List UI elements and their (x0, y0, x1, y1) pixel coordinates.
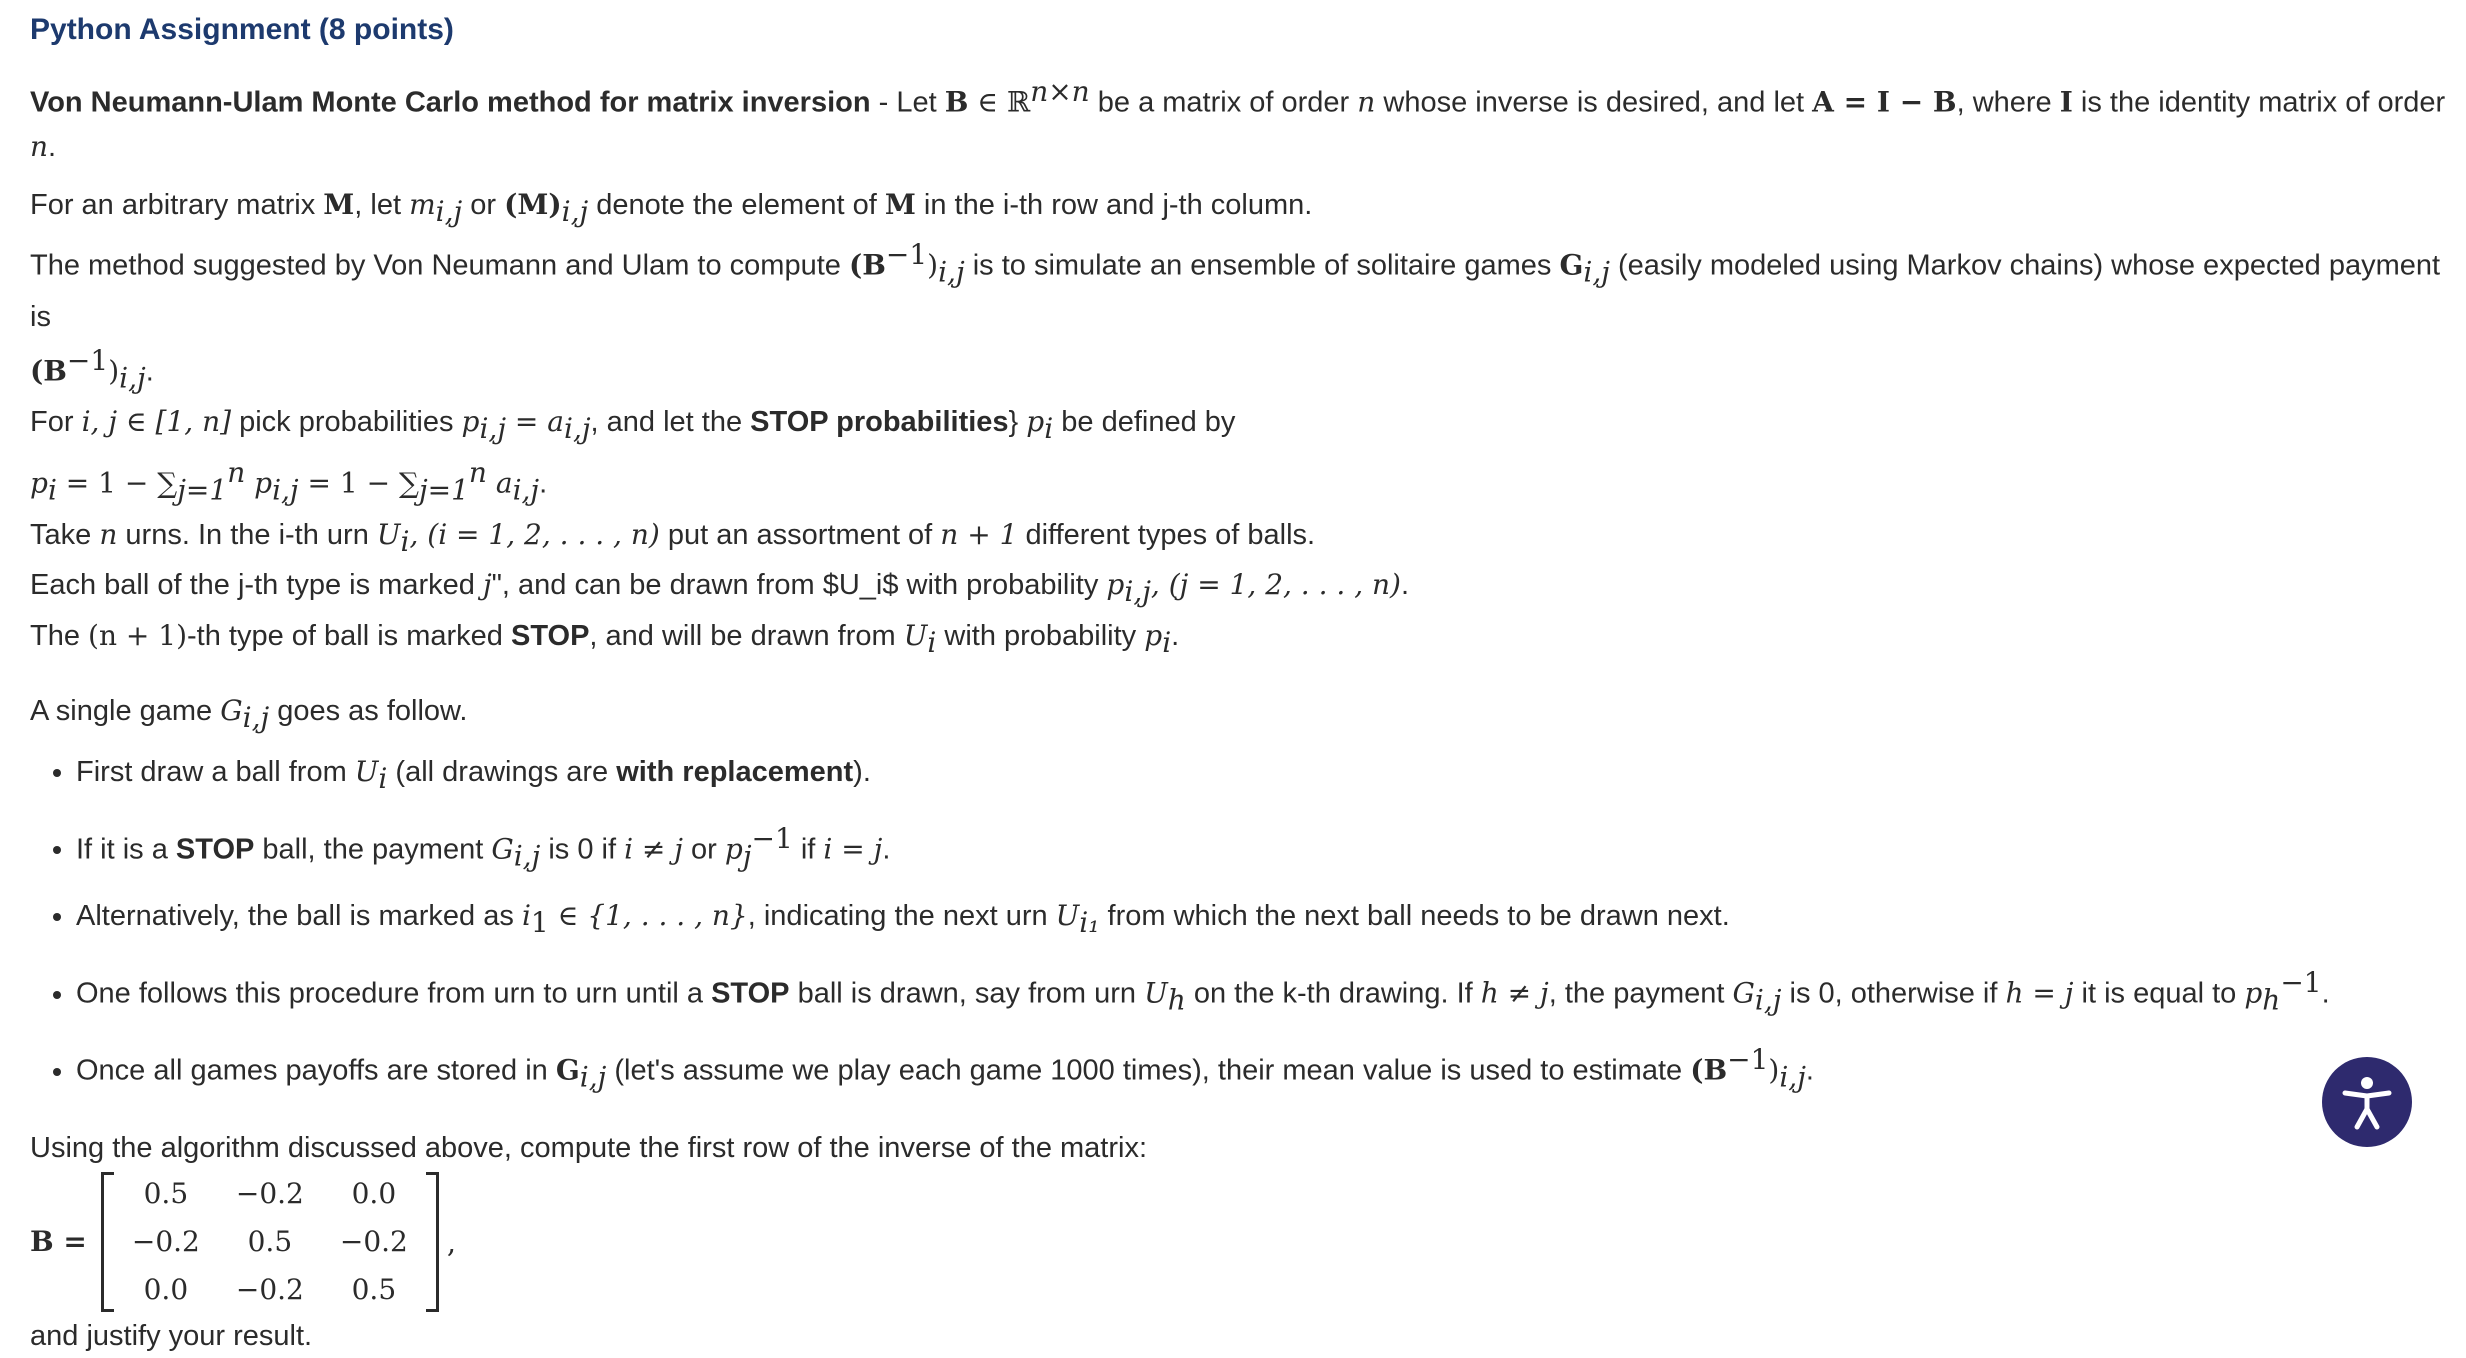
math: U (1055, 899, 1080, 933)
math: i,j (563, 412, 591, 446)
math: i (927, 626, 937, 659)
bold-text: STOP (510, 620, 590, 653)
page-title: Python Assignment (8 points) (30, 13, 454, 46)
math: j=1 (418, 473, 469, 507)
list-item (76, 894, 2450, 945)
math: G (220, 694, 243, 727)
math: i (521, 899, 531, 933)
text: if (792, 833, 824, 866)
math: i,j (479, 412, 507, 446)
math: i ≠ j (624, 832, 683, 866)
text: Once all games payoffs are stored in (76, 1054, 556, 1087)
text: One follows this procedure from urn to urn until a (76, 977, 712, 1010)
math: i₁ (1079, 905, 1100, 939)
assignment-content (30, 12, 2450, 1358)
math: A = I − B (1812, 85, 1957, 119)
text: is 0, otherwise if (1781, 977, 2006, 1010)
text: A single game (30, 695, 221, 727)
paragraph (30, 339, 2450, 400)
text: ball, the payment (254, 833, 492, 866)
intro-text: , where (1956, 86, 2060, 119)
math: i,j (435, 194, 463, 228)
math: (B (30, 354, 67, 388)
text: goes as follow. (269, 695, 468, 727)
matrix-cell: 0.5 (247, 1224, 293, 1258)
text: on the k-th drawing. If (1185, 977, 1481, 1010)
math: ) (108, 354, 120, 388)
accessibility-person-icon (2336, 1071, 2398, 1133)
math: G (491, 832, 514, 866)
method-name: Von Neumann-Ulam Monte Carlo method for matrix inversion (30, 86, 871, 119)
matrix-cell: −0.2 (131, 1224, 200, 1258)
math: −1 (885, 238, 928, 272)
math: i,j (938, 255, 965, 289)
math: j=1 (177, 473, 228, 507)
math: M (323, 187, 355, 221)
math: n (227, 456, 246, 490)
math: p (245, 466, 273, 500)
math: p (461, 405, 480, 439)
justify-text: and justify your result. (30, 1319, 313, 1352)
math: U (376, 517, 401, 551)
math: n (30, 129, 49, 163)
text: , let (354, 188, 410, 221)
math: h (1167, 983, 1186, 1017)
matrix-label: B = (30, 1224, 87, 1258)
math: n×n (1030, 75, 1090, 108)
matrix-cell: −0.2 (235, 1272, 304, 1306)
text: is 0 if (540, 833, 625, 866)
matrix-b (101, 1172, 439, 1312)
text: (let's assume we play each game 1000 times), their mean value is used to estimate (606, 1054, 1691, 1087)
math: i (1044, 412, 1054, 446)
text: The (30, 620, 89, 653)
math: i,j (272, 473, 299, 507)
intro-text: . (48, 130, 57, 163)
text: different types of balls. (1017, 518, 1316, 551)
text: -th type of ball is marked (187, 620, 511, 653)
text: it is equal to (2073, 977, 2245, 1010)
text: For an arbitrary matrix (30, 188, 324, 221)
math: i (47, 473, 57, 507)
math: (M) (504, 187, 562, 221)
math: (n + 1) (88, 619, 187, 653)
math: p (1144, 619, 1163, 653)
text: . (145, 355, 154, 388)
math: M (884, 187, 916, 221)
paragraph (30, 183, 2450, 234)
paragraph (30, 451, 2450, 512)
math: I (2059, 85, 2073, 119)
math: h ≠ j (1480, 976, 1549, 1010)
matrix-cell: 0.0 (351, 1176, 397, 1210)
text: Alternatively, the ball is marked as (76, 900, 522, 933)
math: i,j (1754, 983, 1782, 1017)
math: i,j (119, 361, 146, 395)
instruction-text: Using the algorithm discussed above, compute the first row of the inverse of the matrix: (30, 1131, 1148, 1164)
math: p (724, 832, 743, 866)
text: put an assortment of (659, 518, 941, 551)
game-intro (30, 689, 2450, 740)
math: ) (927, 249, 939, 283)
paragraph (30, 400, 2450, 451)
math: U (903, 619, 928, 653)
text: . (1805, 1054, 1814, 1087)
text: If it is a (76, 833, 176, 866)
text: is to simulate an ensemble of solitaire games (964, 250, 1560, 283)
matrix-cell: 0.5 (351, 1272, 397, 1306)
math: , (j = 1, 2, . . . , n) (1150, 568, 1401, 602)
math: i,j (512, 473, 540, 507)
math: U (354, 754, 379, 788)
matrix-equation (30, 1174, 2450, 1310)
text: (all drawings are (387, 755, 617, 788)
math: i,j (242, 700, 270, 734)
math: i (400, 524, 410, 558)
text: . (1400, 569, 1410, 602)
paragraph (30, 233, 2450, 338)
list-item (76, 961, 2450, 1022)
math: i (378, 761, 388, 795)
text: or (682, 833, 725, 866)
math: i,j (513, 839, 541, 873)
math: p (1106, 568, 1125, 602)
math: , (i = 1, 2, . . . , n) (409, 517, 660, 551)
matrix-cell: 0.5 (143, 1176, 189, 1210)
math: = 1 − ∑ (298, 466, 419, 500)
text: in the i-th row and j-th column. (915, 188, 1313, 221)
text: , and let the (590, 406, 751, 439)
math: ∈ ℝ (968, 85, 1031, 119)
text: ", and can be drawn from $U_i$ with probability (491, 569, 1107, 602)
math: i,j (1779, 1060, 1806, 1094)
math: −1 (1727, 1043, 1769, 1077)
matrix-cell: 0.0 (143, 1272, 189, 1306)
math: h = j (2005, 976, 2074, 1010)
list-item (76, 817, 2450, 878)
text: with probability (936, 620, 1145, 653)
math: n (1357, 85, 1376, 119)
intro-text: be a matrix of order (1089, 86, 1358, 119)
math: j (742, 839, 752, 873)
math: n (468, 456, 487, 490)
math: B (944, 85, 969, 119)
math: U (1144, 976, 1168, 1010)
text: The method suggested by Von Neumann and Ulam to compute (30, 250, 849, 283)
math: −1 (2280, 965, 2322, 999)
math: a (486, 466, 513, 500)
text: . (882, 833, 891, 866)
paragraph (30, 513, 2450, 564)
math: = a (506, 405, 564, 439)
list-item (76, 750, 2450, 801)
math: i,j (1124, 575, 1151, 609)
matrix-comma: , (446, 1224, 457, 1259)
text: (easily modeled using Markov chains) whose expected payment is (30, 250, 2441, 333)
bold-text: STOP (175, 833, 255, 866)
math: i (1162, 626, 1172, 659)
math: h (2262, 983, 2281, 1017)
text: First draw a ball from (76, 755, 355, 788)
text: from which the next ball needs to be drawn next. (1099, 900, 1730, 933)
math: −1 (751, 821, 793, 855)
paragraph (30, 563, 2450, 614)
text: be defined by (1053, 406, 1236, 439)
text: denote the element of (588, 188, 885, 221)
intro-paragraph (30, 70, 2450, 169)
intro-text: - Let (870, 86, 945, 119)
math: n (99, 517, 118, 551)
text: For (30, 406, 82, 439)
math: j (482, 568, 492, 602)
bold-text: with replacement (616, 755, 854, 788)
math: i,j (579, 1060, 607, 1094)
intro-text: is the identity matrix of order (2072, 86, 2446, 119)
text: Take (30, 518, 100, 551)
math: (B (1690, 1053, 1728, 1087)
text: , and will be drawn from (589, 620, 904, 653)
math: m (409, 187, 436, 221)
text: or (462, 188, 505, 221)
math: (B (848, 249, 886, 283)
math: i,j (1583, 255, 1610, 289)
math: i, j ∈ [1, n] (81, 405, 232, 439)
text: Each ball of the j-th type is marked (30, 569, 483, 602)
text: . (2321, 977, 2330, 1010)
accessibility-button[interactable] (2322, 1057, 2412, 1147)
text: } (1008, 406, 1027, 439)
text: urns. In the i-th urn (117, 518, 377, 551)
game-steps-list (30, 750, 2450, 1100)
text: ). (853, 755, 871, 788)
math: i = j (823, 832, 883, 866)
text: ball is drawn, say from urn (789, 977, 1145, 1010)
math: G (555, 1053, 580, 1087)
math: p (30, 466, 48, 500)
matrix-cell: −0.2 (339, 1224, 408, 1258)
bold-text: STOP probabilities (750, 406, 1009, 439)
math: G (1559, 249, 1584, 283)
math: = 1 − ∑ (56, 466, 178, 500)
matrix-cell: −0.2 (235, 1176, 304, 1210)
math: G (1732, 976, 1755, 1010)
definitions-block (30, 183, 2450, 665)
list-item (76, 1038, 2450, 1099)
text: , indicating the next urn (747, 900, 1056, 933)
text: . (1171, 620, 1180, 653)
text: pick probabilities (231, 406, 462, 439)
math: 1 (530, 905, 549, 939)
math: i,j (561, 194, 589, 228)
math: ∈ {1, . . . , n} (548, 899, 748, 933)
text: . (539, 467, 548, 500)
paragraph (30, 614, 2450, 665)
bold-text: STOP (711, 977, 790, 1010)
math: −1 (66, 343, 109, 377)
math: ) (1768, 1053, 1780, 1087)
math: n + 1 (940, 517, 1018, 551)
intro-text: whose inverse is desired, and let (1375, 86, 1813, 119)
math: p (1026, 405, 1045, 439)
math: p (2244, 976, 2263, 1010)
text: , the payment (1548, 977, 1733, 1010)
